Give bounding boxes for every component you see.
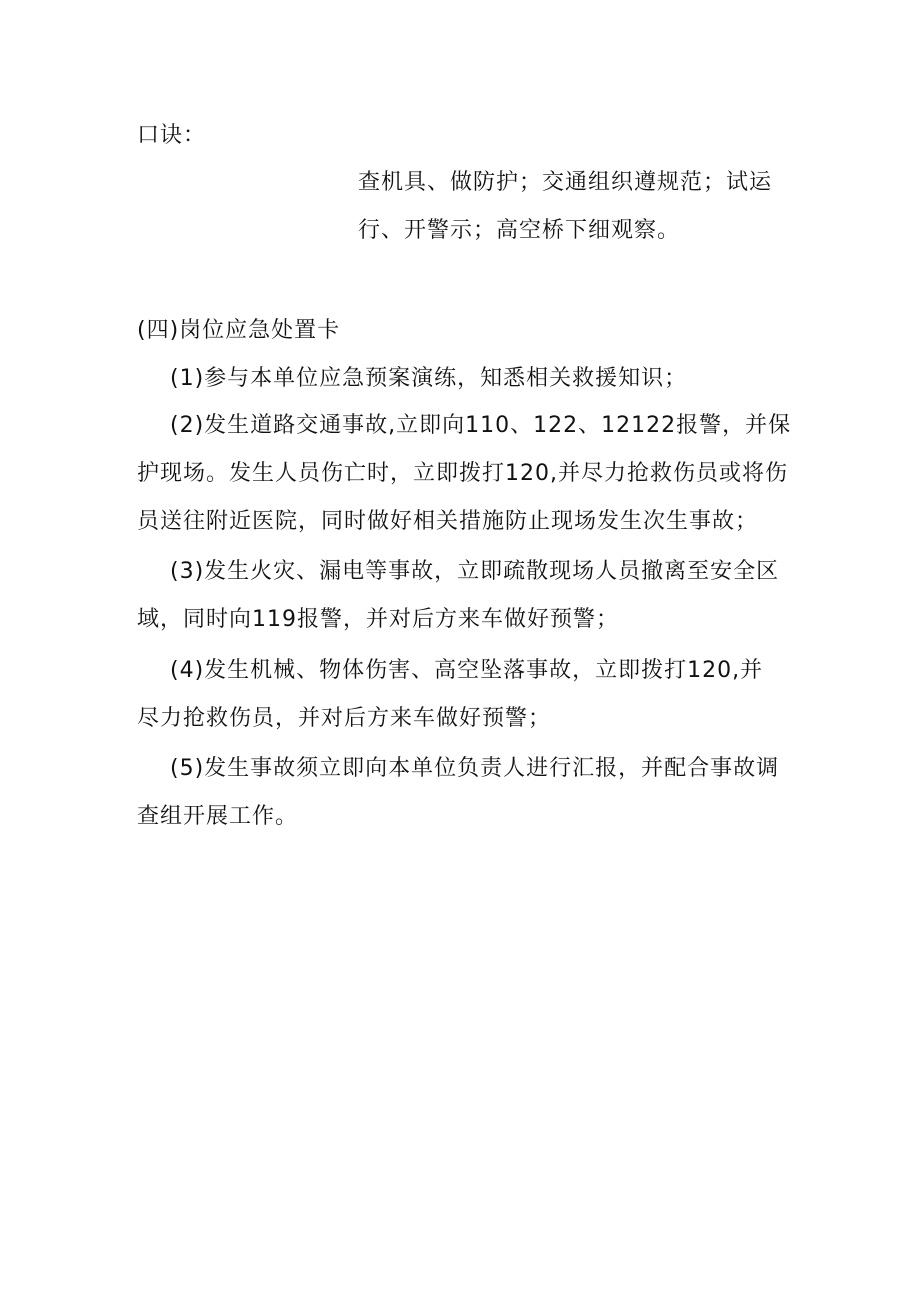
rhyme-line: 行、开警示；高空桥下细观察。 xyxy=(358,218,681,243)
list-item-line: 尽力抢救伤员，并对后方来车做好预警； xyxy=(137,706,552,731)
list-item-line: (1)参与本单位应急预案演练，知悉相关救援知识； xyxy=(170,366,688,391)
rhyme-label: 口诀： xyxy=(137,123,207,148)
rhyme-line: 查机具、做防护；交通组织遵规范；试运 xyxy=(358,170,773,195)
list-item-line: (3)发生火灾、漏电等事故，立即疏散现场人员撤离至安全区 xyxy=(170,559,780,584)
list-item-line: 护现场。发生人员伤亡时，立即拨打120,并尽力抢救伤员或将伤 xyxy=(137,461,788,486)
list-item-line: (5)发生事故须立即向本单位负责人进行汇报，并配合事故调 xyxy=(170,756,780,781)
list-item-line: 查组开展工作。 xyxy=(137,804,299,829)
list-item-line: (2)发生道路交通事故,立即向110、122、12122报警，并保 xyxy=(170,413,792,438)
list-item-line: 员送往附近医院，同时做好相关措施防止现场发生次生事故； xyxy=(137,509,759,534)
list-item-line: 域，同时向119报警，并对后方来车做好预警； xyxy=(137,607,619,632)
list-item-line: (4)发生机械、物体伤害、高空坠落事故，立即拨打120,并 xyxy=(170,658,764,683)
section-heading: (四)岗位应急处置卡 xyxy=(137,318,341,343)
